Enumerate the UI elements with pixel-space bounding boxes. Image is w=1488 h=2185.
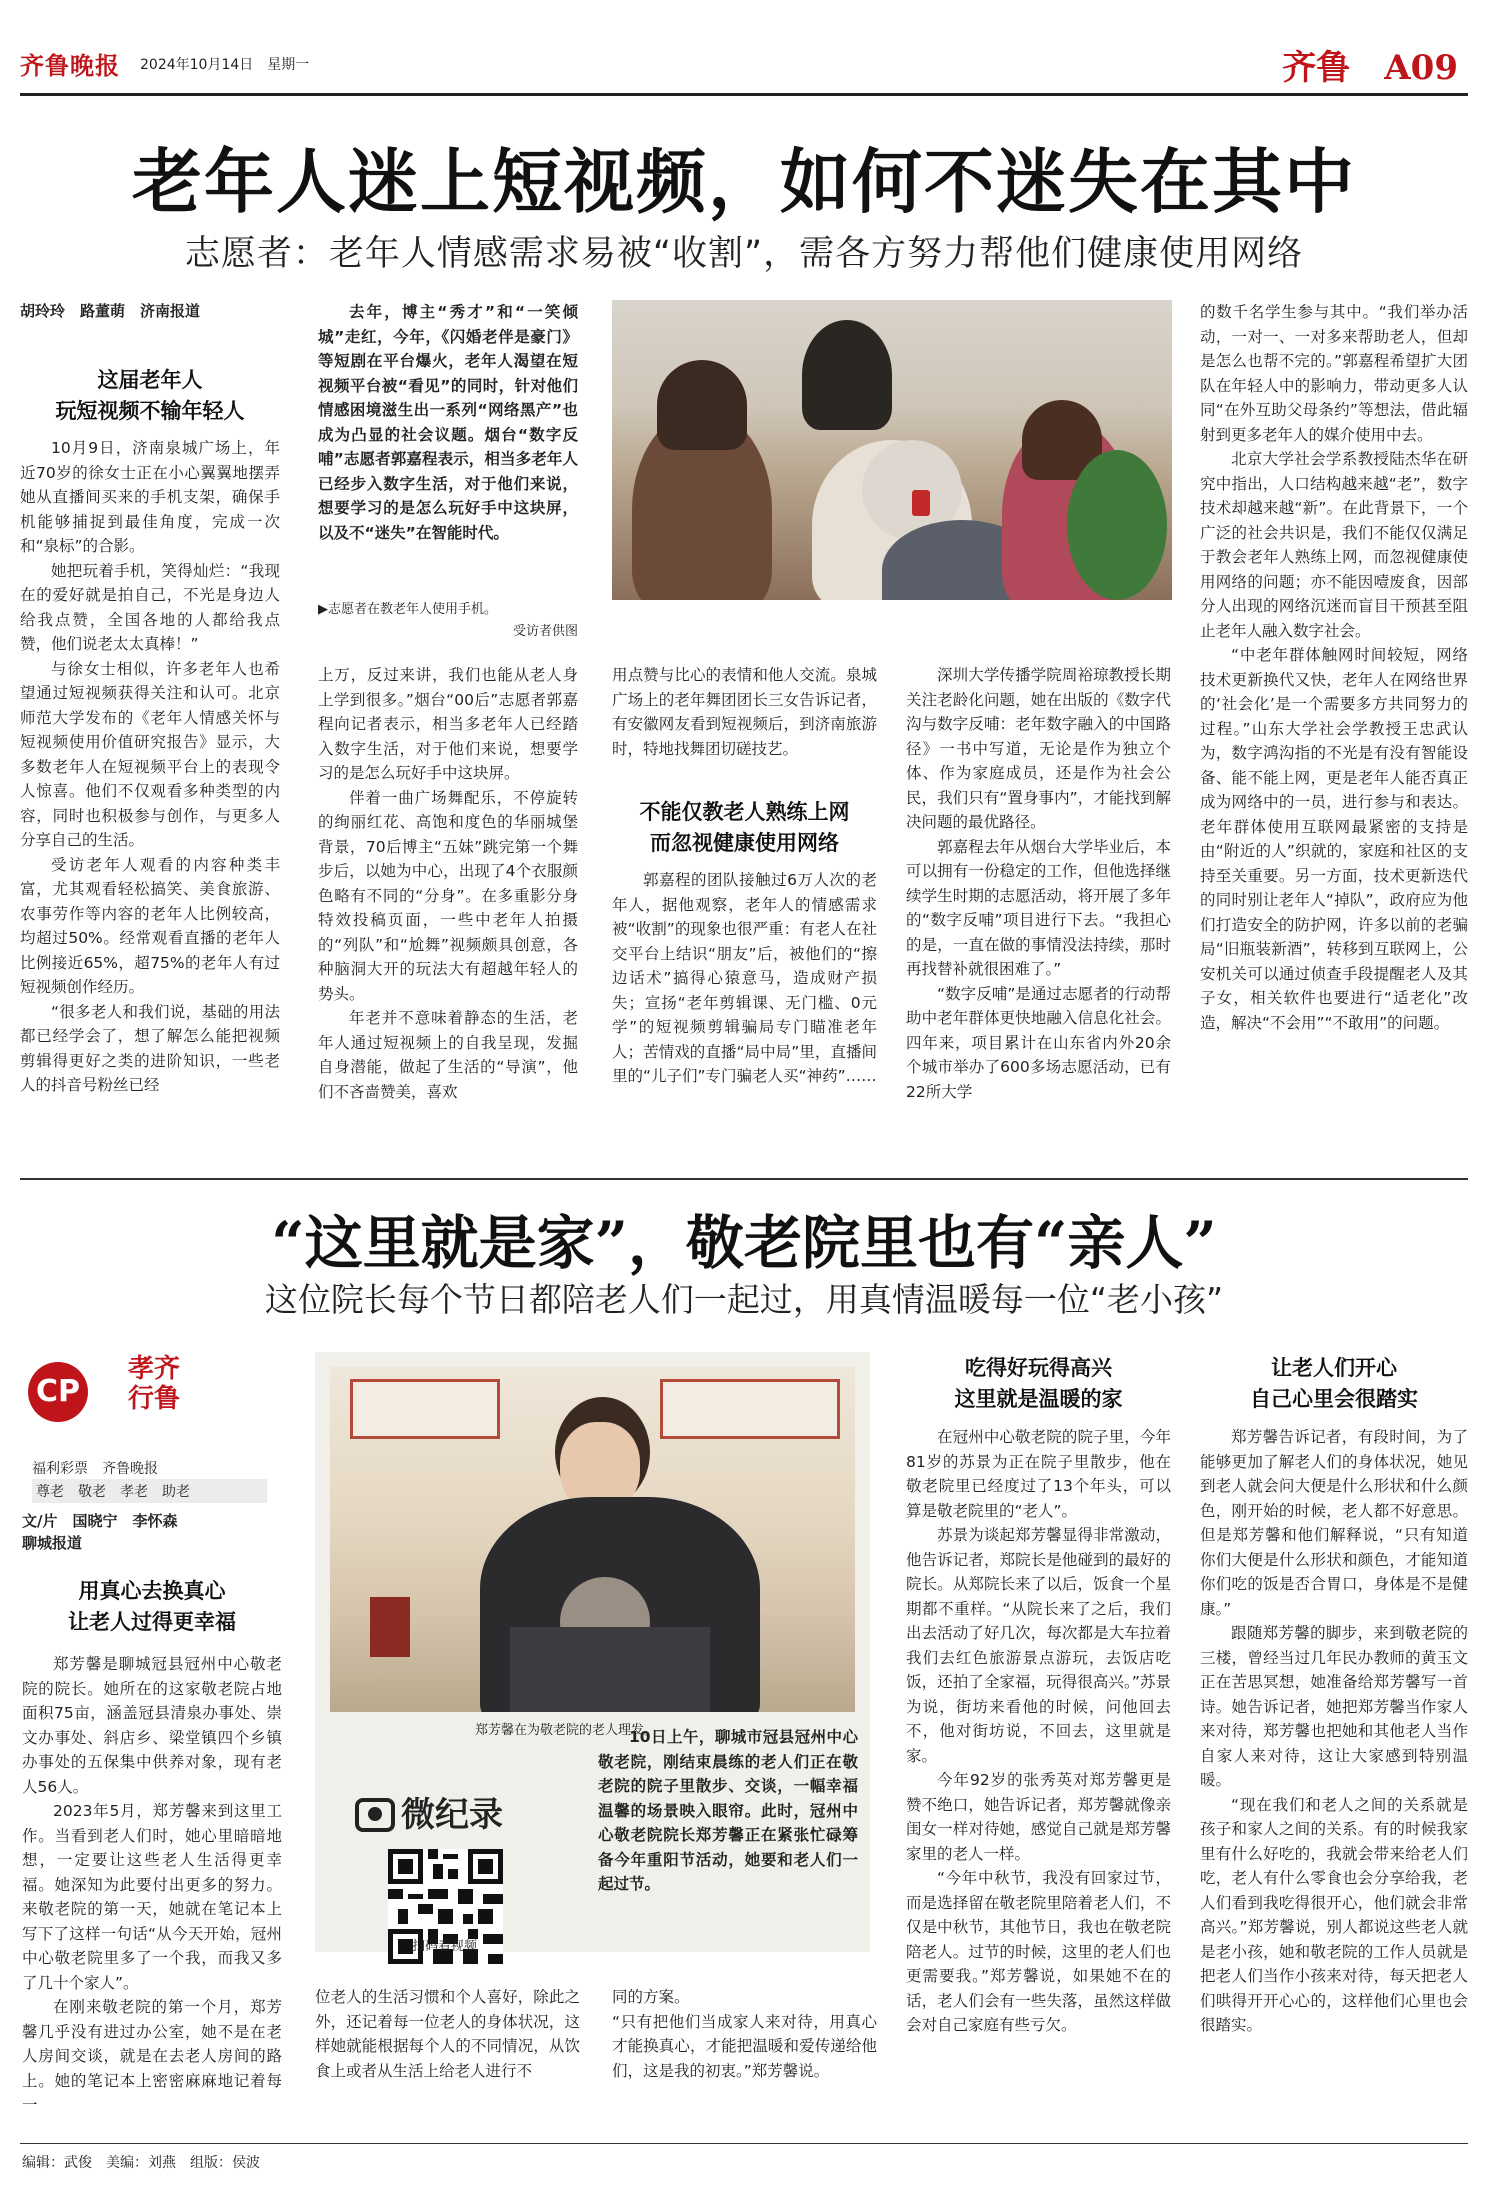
paragraph: 位老人的生活习惯和个人喜好，除此之外，还记着每一位老人的身体状况，这样她就能根据每个人的不同情况，从饮食上或者从生活上给老人进行不 <box>315 1988 580 2080</box>
story2-col1 <box>22 1652 282 2134</box>
story1-col3 <box>612 868 877 1166</box>
lead-paragraph: 10日上午，聊城市冠县冠州中心敬老院，刚结束晨练的老人们正在敬老院的院子里散步、交谈，一幅幸福温馨的场景映入眼帘。此时，冠州中心敬老院院长郑芳馨正在紧张忙碌筹备今年重阳节活动，她要和老人们一起过节。 <box>598 1728 858 1893</box>
paragraph: 10月9日，济南泉城广场上，年近70岁的徐女士正在小心翼翼地摆弄她从直播间买来的手机支架，确保手机能够捕捉到最佳角度，完成一次和“泉标”的合影。 <box>20 439 280 555</box>
masthead-rule <box>20 93 1468 96</box>
story1-col1 <box>20 436 280 1166</box>
paragraph: 伴着一曲广场舞配乐，不停旋转的绚丽红花、高饱和度色的华丽城堡背景，70后博主“五妹”跳完第一个舞步后，以她为中心，出现了4个衣服颜色略有不同的“分身”。在多重影分身特效投稿页面，一些中老年人拍摄的“列队”和“尬舞”视频颇具创意，各种脑洞大开的玩法大有超越年轻人的势头。 <box>318 788 578 1003</box>
paragraph: 的数千名学生参与其中。“我们举办活动，一对一、一对多来帮助老人，但却是怎么也帮不完的。”郭嘉程希望扩大团队在年轻人中的影响力，带动更多人认同“在外互助父母条约”等想法，借此辐射到更多老年人的媒介使用中去。 <box>1200 303 1468 444</box>
photo-haircut-at-nursing-home <box>330 1367 855 1712</box>
logo-sponsors: 福利彩票 齐鲁晚报 <box>32 1461 158 1477</box>
story1-col4 <box>906 663 1171 1166</box>
story2-byline: 文/片 国晓宁 李怀森 聊城报道 <box>22 1512 178 1552</box>
photo2-lead <box>598 1725 858 1935</box>
paragraph: 今年92岁的张秀英对郑芳馨更是赞不绝口，她告诉记者，郑芳馨就像亲闺女一样对待她，感觉自己就是郑芳馨家里的老人一样。 <box>906 1771 1171 1863</box>
story1-subheadline: 志愿者：老年人情感需求易被“收割”，需各方努力帮他们健康使用网络 <box>184 234 1304 274</box>
lottery-badge-icon: CP <box>28 1362 88 1422</box>
paragraph: 郑芳馨是聊城冠县冠州中心敬老院的院长。她所在的这家敬老院占地面积75亩，涵盖冠县清泉办事处、崇文办事处、斜店乡、梁堂镇四个乡镇办事处的五保集中供养对象，现有老人56人。 <box>22 1655 282 1796</box>
paragraph: 年老并不意味着静态的生活，老年人通过短视频上的自我呈现，发掘自身潜能，做起了生活的“导演”，他们不吝啬赞美，喜欢 <box>318 1009 578 1101</box>
story1-col5 <box>1200 300 1468 1166</box>
photo2-caption: 郑芳馨在为敬老院的老人理发。 <box>475 1723 658 1738</box>
editor-credits: 编辑：武俊 美编：刘燕 组版：侯波 <box>22 2155 260 2171</box>
story2-col5-subhead: 让老人们开心 自己心里会很踏实 <box>1250 1355 1418 1411</box>
photo1-credit: 受访者供图 <box>512 624 578 639</box>
qr-caption: 扫码看视频 <box>412 1939 478 1954</box>
story2-headline: “这里就是家”，敬老院里也有“亲人” <box>271 1209 1217 1277</box>
paragraph: 2023年5月，郑芳馨来到这里工作。当看到老人们时，她心里暗暗地想，一定要让这些老人生活得更幸福。她深知为此要付出更多的努力。来敬老院的第一天，她就在笔记本上写下了这样一句话“从今天开始，冠州中心敬老院里多了一个我，而我又多了几十个家人”。 <box>22 1802 282 1992</box>
paragraph: 深圳大学传播学院周裕琼教授长期关注老龄化问题，她在出版的《数字代沟与数字反哺：老年数字融入的中国路径》一书中写道，无论是作为独立个体、作为家庭成员，还是作为社会公民，我们只有“置身事内”，才能找到解决问题的最优路径。 <box>906 666 1171 831</box>
paragraph: 北京大学社会学系教授陆杰华在研究中指出，人口结构越来越“老”，数字技术却越来越“新”。在此背景下，一个广泛的社会共识是，我们不能仅仅满足于教会老年人熟练上网，而忽视健康使用网络的问题；亦不能因噎废食，因部分人出现的网络沉迷而盲目干预甚至阻止老年人融入数字社会。 <box>1200 450 1468 640</box>
story2-col4-subhead: 吃得好玩得高兴 这里就是温暖的家 <box>954 1355 1123 1411</box>
logo-title: 孝齐 行鲁 <box>128 1354 181 1414</box>
photo-volunteer-teaching-elderly <box>612 300 1172 600</box>
paragraph: 受访老年人观看的内容种类丰富，尤其观看轻松搞笑、美食旅游、农事劳作等内容的老年人比例较高，均超过50%。经常观看直播的老年人比例接近65%，超75%的老年人有过短视频创作经历。 <box>20 855 280 996</box>
paragraph: 用点赞与比心的表情和他人交流。泉城广场上的老年舞团团长三女告诉记者，有安徽网友看到短视频后，到济南旅游时，特地找舞团切磋技艺。 <box>612 666 877 758</box>
paragraph: 在冠州中心敬老院的院子里，今年81岁的苏景为正在院子里散步，他在敬老院里已经度过了13个年头，可以算是敬老院里的“老人”。 <box>906 1428 1171 1520</box>
paragraph: “数字反哺”是通过志愿者的行动帮助中老年群体更快地融入信息化社会。四年来，项目累计在山东省内外20余个城市举办了600多场志愿活动，已有22所大学 <box>906 984 1171 1101</box>
paragraph: “中老年群体触网时间较短，网络技术更新换代又快，老年人在网络世界的‘社会化’是一个需要多方共同努力的过程。”山东大学社会学教授王忠武认为，数字鸿沟指的不光是有没有智能设备、能不能上网，更是老年人能否真正成为网络中的一员，进行参与和表达。老年群体使用互联网最紧密的支持是由“附近的人”织就的，家庭和社区的支持至关重要。另一方面，技术更新迭代的同时别让老年人“掉队”，政府应为他们打造安全的防护网，许多以前的老骗局“旧瓶装新酒”，转移到互联网上，公安机关可以通过侦查手段提醒老人及其子女，相关软件也要进行“适老化”改造，解决“不会用”“不敢用”的问题。 <box>1200 646 1468 1032</box>
story1-col2-lead <box>318 300 578 595</box>
lead-paragraph: 去年，博主“秀才”和“一笑倾城”走红，今年，《闪婚老伴是豪门》等短剧在平台爆火，老年人渴望在短视频平台被“看见”的同时，针对他们情感困境滋生出一系列“网络黑产”也成为凸显的社会议题。烟台“数字反哺”志愿者郭嘉程表示，相当多老年人已经步入数字生活，对于他们来说，想要学习的是怎么玩好手中这块屏，以及不“迷失”在智能时代。 <box>318 303 578 542</box>
issue-date: 2024年10月14日 星期一 <box>140 57 310 73</box>
paragraph: 郭嘉程的团队接触过6万人次的老年人，据他观察，老年人的情感需求被“收割”的现象也很严重：有老人在社交平台上结识“朋友”后，被他们的“擦边话术”搞得心猿意马，造成财产损失；宣扬“老年剪辑课、无门槛、0元学”的短视频剪辑骗局专门瞄准老年人；苦情戏的直播“局中局”里，直播间里的“儿子们”专门骗老人买“神药”…… <box>612 871 877 1085</box>
section-page-label: 齐鲁 A09 <box>1282 48 1458 88</box>
micro-documentary-label: 微纪录 <box>355 1787 503 1836</box>
paragraph: 跟随郑芳馨的脚步，来到敬老院的三楼，曾经当过几年民办教师的黄玉文正在苦思冥想，她准备给郑芳馨写一首诗。她告诉记者，她把郑芳馨当作家人来对待，郑芳馨也把她和其他老人当作自家人来对待，这让大家感到特别温暖。 <box>1200 1624 1468 1789</box>
paragraph: “现在我们和老人之间的关系就是孩子和家人之间的关系。有的时候我家里有什么好吃的，我就会带来给老人们吃，老人有什么零食也会分享给我，老人们看到我吃得很开心，他们就会非常高兴。”郑芳馨说，别人都说这些老人就是老小孩，她和敬老院的工作人员就是把老人们当作小孩来对待，每天把老人们哄得开开心心的，这样他们心里也会很踏实。 <box>1200 1795 1468 2034</box>
story1-col3-top <box>612 663 877 788</box>
story2-col2-bottom <box>315 1985 580 2135</box>
story1-col3-subhead: 不能仅教老人熟练上网 而忽视健康使用网络 <box>639 799 850 855</box>
story1-byline: 胡玲玲 路董萌 济南报道 <box>20 302 201 320</box>
story1-headline: 老年人迷上短视频，如何不迷失在其中 <box>132 140 1356 223</box>
paragraph: “今年中秋节，我没有回家过节，而是选择留在敬老院里陪着老人们，不仅是中秋节，其他节日，我也在敬老院陪老人。过节的时候，这里的老人们也更需要我。”郑芳馨说，如果她不在的话，老人们会有一些失落，虽然这样做会对自己家庭有些亏欠。 <box>906 1869 1171 2034</box>
paragraph: 上万，反过来讲，我们也能从老人身上学到很多。”烟台“00后”志愿者郭嘉程向记者表示，相当多老年人已经踏入数字生活，对于他们来说，想要学习的是怎么玩好手中这块屏。 <box>318 666 578 782</box>
story2-col5 <box>1200 1425 1468 2135</box>
paragraph: “很多老人和我们说，基础的用法都已经学会了，想了解怎么能把视频剪辑得更好之类的进阶知识，一些老人的抖音号粉丝已经 <box>20 1002 280 1094</box>
paragraph: 她把玩着手机，笑得灿烂：“我现在的爱好就是拍自己，不光是身边人给我点赞，全国各地的人都给我点赞，他们说老太太真棒！” <box>20 561 280 653</box>
section-divider <box>20 1178 1468 1180</box>
story2-subheadline: 这位院长每个节日都陪老人们一起过，用真情温暖每一位“老小孩” <box>264 1280 1224 1319</box>
charity-lottery-logo <box>28 1352 263 1452</box>
newspaper-logo: 齐鲁晚报 <box>20 51 120 80</box>
paragraph: 与徐女士相似，许多老年人也希望通过短视频获得关注和认可。北京师范大学发布的《老年人情感关怀与短视频使用价值研究报告》显示，大多数老年人在短视频平台上的表现令人惊喜。他们不仅观看多种类型的内容，同时也积极参与创作，与更多人分享自己的生活。 <box>20 659 280 849</box>
paragraph: 苏景为谈起郑芳馨显得非常激动，他告诉记者，郑院长是他碰到的最好的院长。从郑院长来了以后，饭食一个星期都不重样。“从院长来了之后，我们出去活动了好几次，每次都是大车拉着我们去红色旅游景点游玩，去饭店吃饭，还拍了全家福，玩得很高兴。”苏景为说，街坊来看他的时候，问他回去不，他对街坊说，不回去，这里就是家。 <box>906 1526 1171 1765</box>
story1-col1-subhead: 这届老年人 玩短视频不输年轻人 <box>55 367 245 423</box>
paragraph: 在刚来敬老院的第一个月，郑芳馨几乎没有进过办公室，她不是在老人房间交谈，就是在去老人房间的路上。她的笔记本上密密麻麻地记着每一 <box>22 1998 282 2114</box>
story2-col1-subhead: 用真心去换真心 让老人过得更幸福 <box>68 1578 236 1634</box>
logo-slogan: 尊老 敬老 孝老 助老 <box>32 1479 267 1503</box>
story1-col2 <box>318 663 578 1166</box>
paragraph: 同的方案。 “只有把他们当成家人来对待，用真心才能换真心，才能把温暖和爱传递给他们，这是我的初衷。”郑芳馨说。 <box>612 1988 877 2080</box>
story2-col4 <box>906 1425 1171 2135</box>
photo1-caption: ▶志愿者在教老年人使用手机。 <box>318 602 497 617</box>
paragraph: 郭嘉程去年从烟台大学毕业后，本可以拥有一份稳定的工作，但他选择继续学生时期的志愿活动，将开展了多年的“数字反哺”项目进行下去。“我担心的是，一直在做的事情没法持续，那时再找替补就很困难了。” <box>906 837 1171 978</box>
camera-icon <box>355 1798 395 1832</box>
footer-rule <box>20 2143 1468 2144</box>
story2-col3-bottom <box>612 1985 877 2135</box>
paragraph: 郑芳馨告诉记者，有段时间，为了能够更加了解老人们的身体状况，她见到老人就会问大便是什么形状和什么颜色，刚开始的时候，老人都不好意思。但是郑芳馨和他们解释说，“只有知道你们大便是什么形状和颜色，才能知道你们吃的饭是否合胃口，身体是不是健康。” <box>1200 1428 1468 1618</box>
